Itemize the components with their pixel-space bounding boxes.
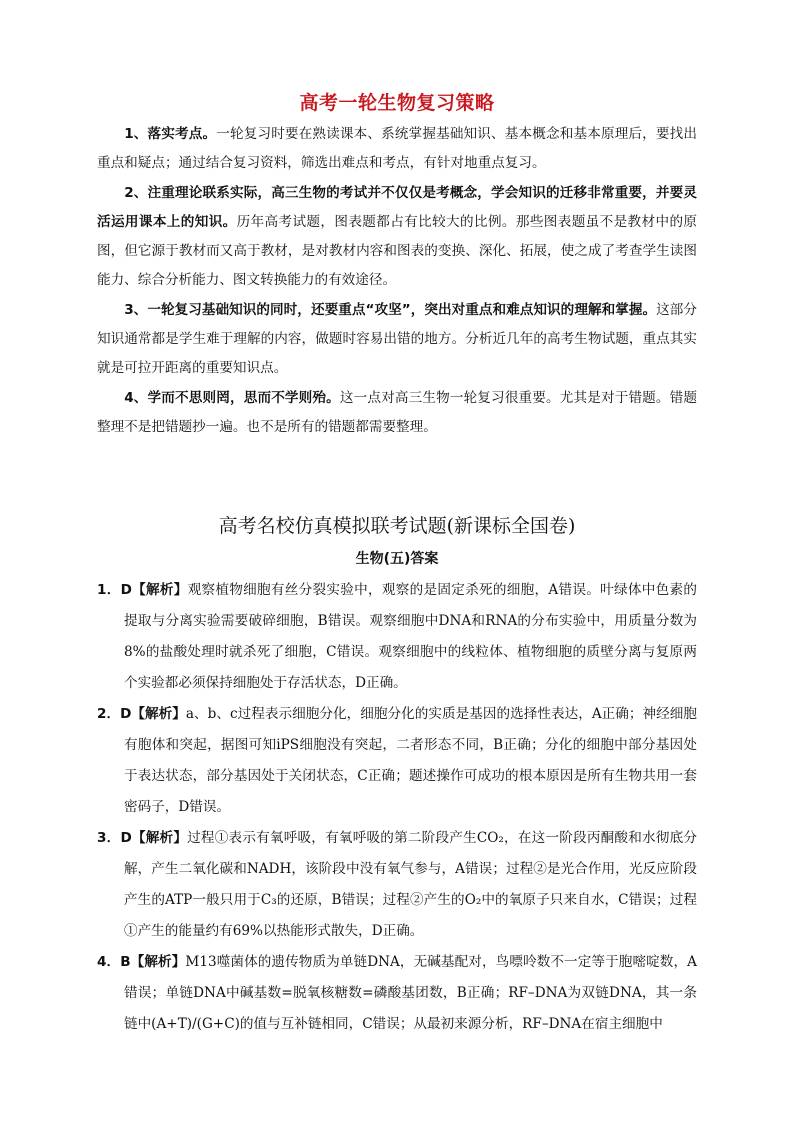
answer-label: 3．D【解析】 [97,830,188,846]
answer-label: 2．D【解析】 [97,706,186,722]
strategy-paragraph [97,384,697,443]
strategy-paragraph [97,179,697,296]
strategy-body: 历年高考试题，图表题都占有比较大的比例。那些图表题虽不是教材中的原图，但它源于教材而又高于教材，是对教材内容和图表的变换、深化、拓展，使之成了考查学生读图能力、综合分析能力、图文转换能力的有效途径。 [97,213,698,289]
strategy-heading: 3、一轮复习基础知识的同时，还要重点“攻坚”，突出对重点和难点知识的理解和掌握。 [124,301,657,318]
answer-label: 4．B【解析】 [97,954,186,970]
answer-item [97,823,697,947]
answer-list [97,575,697,1040]
answer-item [97,947,697,1040]
strategy-body: 这部分知识通常都是学生难于理解的内容，做题时容易出错的地方。分析近几年的高考生物试题，重点其实就是可拉开距离的重要知识点。 [97,301,698,377]
answer-text: 观察植物细胞有丝分裂实验中，观察的是固定杀死的细胞，A错误。叶绿体中色素的提取与分离实验需要破碎细胞，B错误。观察细胞中DNA和RNA的分布实验中，用质量分数为8%的盐酸处理时就杀死了细胞，C错误。观察细胞中的线粒体、植物细胞的质壁分离与复原两个实验都必须保持细胞处于存活状态，D正确。 [124,582,697,691]
answer-item [97,699,697,823]
answer-label: 1．D【解析】 [97,582,188,598]
strategy-body: 这一点对高三生物一轮复习很重要。尤其是对于错题。错题整理不是把错题抄一遍。也不是所有的错题都需要整理。 [97,389,698,435]
page-title: 高考一轮生物复习策略 [299,92,495,114]
answer-text: 过程①表示有氧呼吸，有氧呼吸的第二阶段产生CO₂，在这一阶段丙酮酸和水彻底分解，产生二氧化碳和NADH，该阶段中没有氧气参与，A错误；过程②是光合作用，光反应阶段产生的ATP一般只用于C₃的还原，B错误；过程②产生的O₂中的氧原子只来自水，C错误；过程①产生的能量约有69%以热能形式散失，D正确。 [124,830,697,939]
exam-title: 高考名校仿真模拟联考试题(新课标全国卷) [218,515,576,537]
answer-text: a、b、c过程表示细胞分化，细胞分化的实质是基因的选择性表达，A正确；神经细胞有胞体和突起，据图可知iPS细胞没有突起，二者形态不同，B正确；分化的细胞中部分基因处于表达状态，部分基因处于关闭状态，C正确；题述操作可成功的根本原因是所有生物共用一套密码子，D错误。 [124,706,698,815]
strategy-heading: 1、落实考点。 [124,126,217,142]
exam-subtitle: 生物(五)答案 [355,551,439,567]
strategy-heading: 4、学而不思则罔，思而不学则殆。 [124,389,340,406]
answer-text: M13噬菌体的遗传物质为单链DNA，无碱基配对，鸟嘌呤数不一定等于胞嘧啶数，A错误；单链DNA中碱基数=脱氧核糖数=磷酸基团数，B正确；RF–DNA为双链DNA，其一条链中(A+T)/(G+C)的值与互补链相同，C错误；从最初来源分析，RF–DNA在宿主细胞中 [124,954,697,1032]
strategy-section [97,120,697,442]
answer-item [97,575,697,699]
strategy-body: 一轮复习时要在熟读课本、系统掌握基础知识、基本概念和基本原理后，要找出重点和疑点；通过结合复习资料，筛选出难点和考点，有针对地重点复习。 [97,126,697,172]
strategy-paragraph [97,296,697,384]
strategy-heading: 2、注重理论联系实际，高三生物的考试并不仅仅是考概念，学会知识的迁移非常重要，并要灵活运用课本上的知识。 [97,184,697,230]
strategy-paragraph [97,120,697,179]
